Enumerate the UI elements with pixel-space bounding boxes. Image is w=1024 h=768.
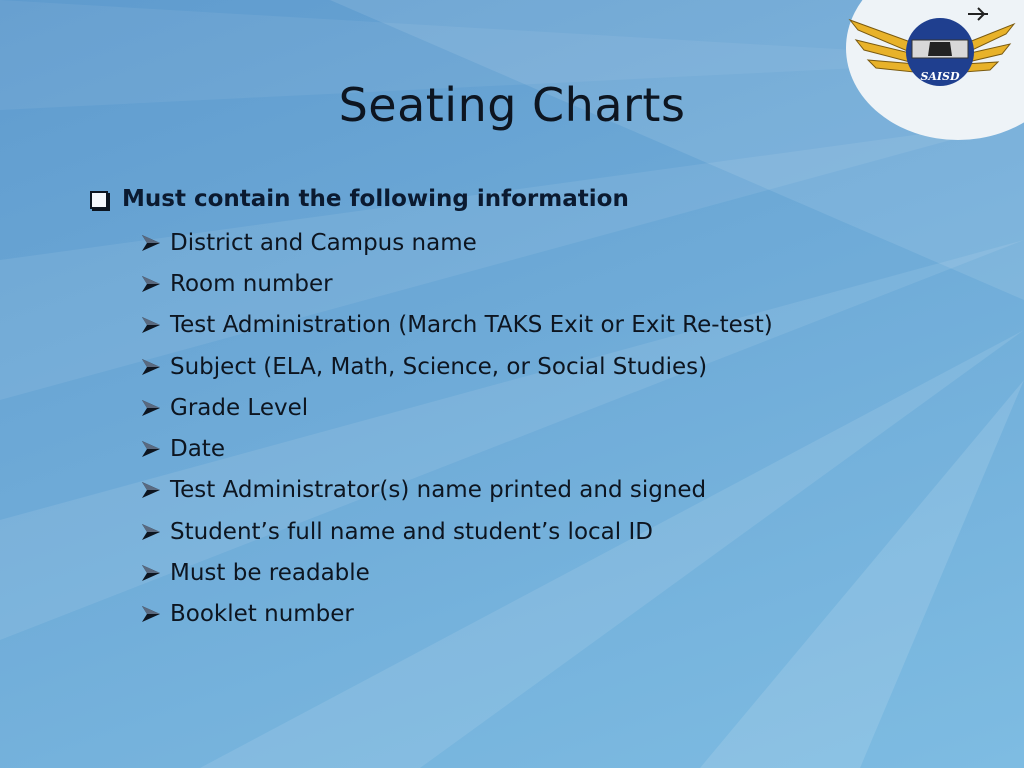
list-item bbox=[140, 387, 773, 428]
arrow-bullet-icon bbox=[140, 233, 162, 253]
sub-bullet-text: Test Administrator(s) name printed and signed bbox=[170, 477, 707, 504]
list-item bbox=[140, 346, 773, 387]
main-bullet-text: Must contain the following information bbox=[122, 186, 629, 212]
sub-bullet-text: Room number bbox=[170, 270, 333, 297]
list-item bbox=[140, 428, 773, 469]
list-item bbox=[140, 511, 773, 552]
arrow-bullet-icon bbox=[140, 480, 162, 500]
arrow-bullet-icon bbox=[140, 522, 162, 542]
list-item bbox=[140, 552, 773, 593]
arrow-bullet-icon bbox=[140, 563, 162, 583]
main-bullet bbox=[90, 186, 629, 212]
arrow-bullet-icon bbox=[140, 439, 162, 459]
slide-title: Seating Charts bbox=[338, 78, 686, 132]
sub-bullet-text: District and Campus name bbox=[170, 229, 477, 256]
list-item bbox=[140, 263, 773, 304]
sub-bullet-text: Date bbox=[170, 436, 225, 463]
sub-bullet-text: Student’s full name and student’s local ID bbox=[170, 518, 653, 545]
sub-bullet-text: Must be readable bbox=[170, 560, 370, 587]
logo-text: SAISD bbox=[920, 70, 960, 83]
list-item bbox=[140, 305, 773, 346]
sub-bullet-text: Grade Level bbox=[170, 394, 309, 421]
sub-bullet-text: Test Administration (March TAKS Exit or Exit Re-test) bbox=[170, 312, 773, 339]
list-item bbox=[140, 470, 773, 511]
arrow-bullet-icon bbox=[140, 398, 162, 418]
list-item bbox=[140, 222, 773, 263]
arrow-bullet-icon bbox=[140, 604, 162, 624]
arrow-bullet-icon bbox=[140, 274, 162, 294]
arrow-bullet-icon bbox=[140, 357, 162, 377]
square-bullet-icon bbox=[90, 191, 108, 209]
arrow-bullet-icon bbox=[140, 315, 162, 335]
sub-bullet-text: Booklet number bbox=[170, 601, 354, 628]
sub-bullet-list bbox=[140, 222, 773, 635]
sub-bullet-text: Subject (ELA, Math, Science, or Social Studies) bbox=[170, 353, 708, 380]
list-item bbox=[140, 594, 773, 635]
